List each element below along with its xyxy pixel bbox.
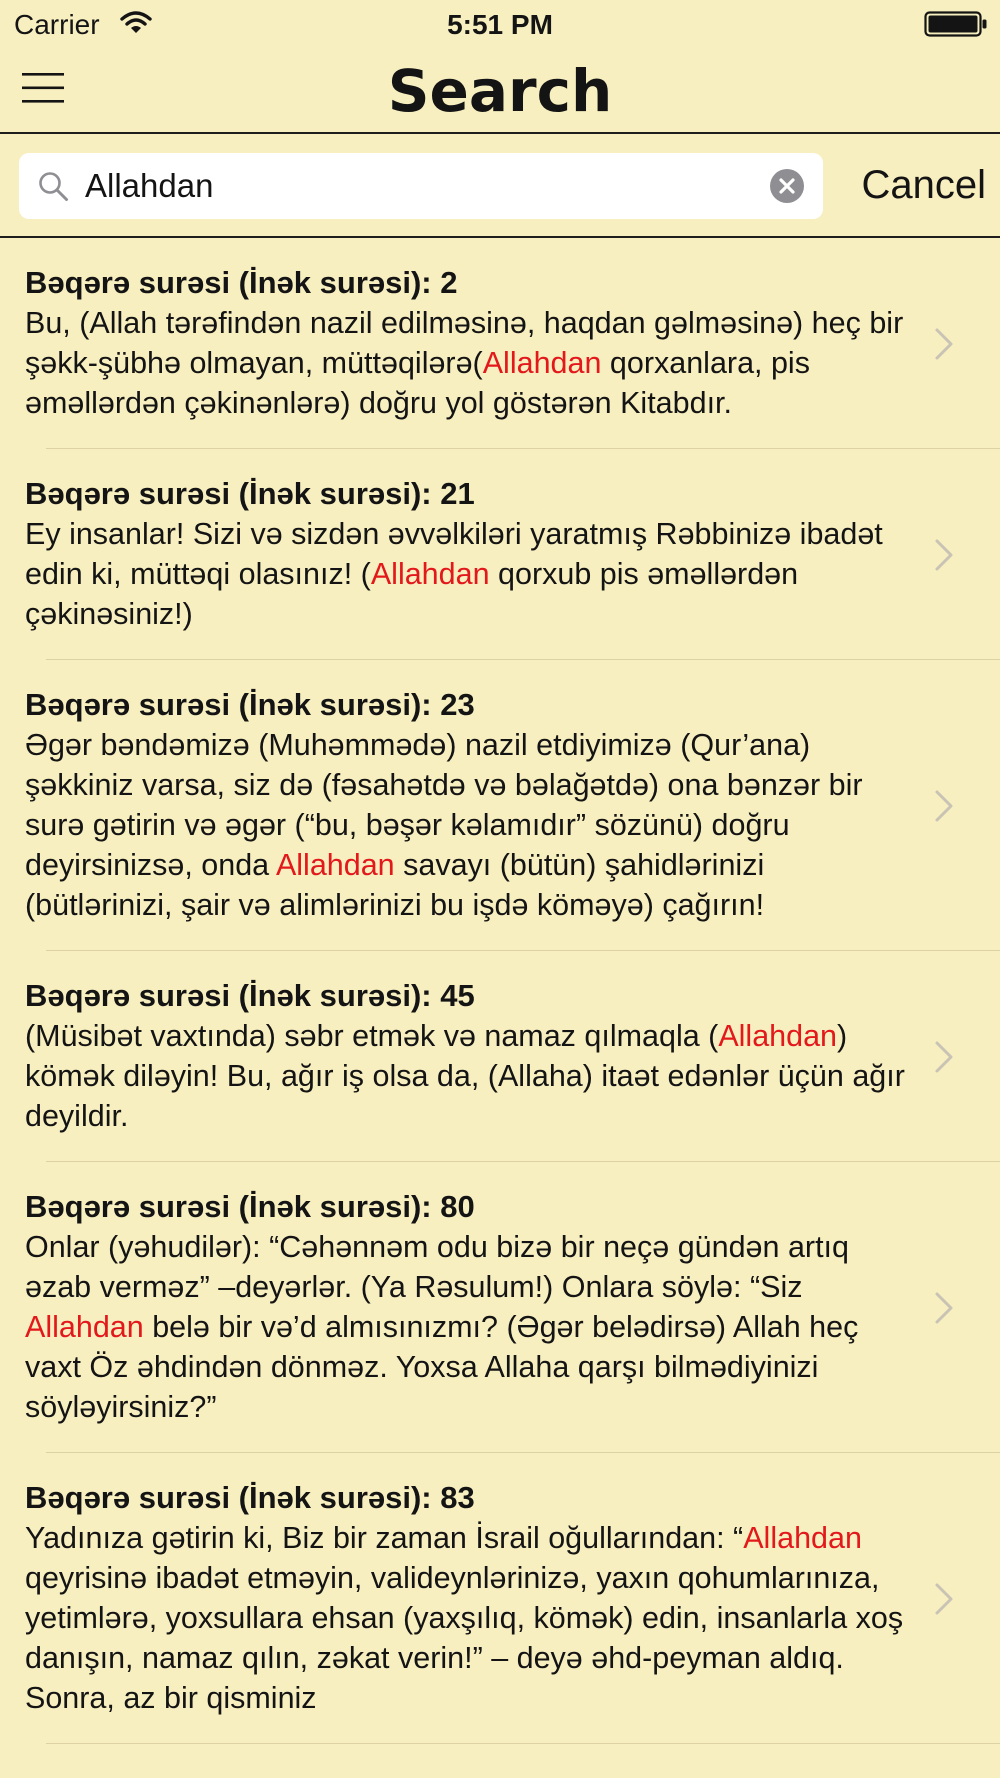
chevron-right-icon [934,789,954,823]
page-title: Search [387,57,613,125]
result-text: (Müsibət vaxtında) səbr etmək və namaz qılmaqla (Allahdan) kömək diləyin! Bu, ağır iş olsa da, (Allaha) itaət edənlər üçün ağır deyildir. [25,1019,905,1133]
search-highlight: Allahdan [25,1310,144,1344]
result-reference: Bəqərə surəsi (İnək surəsi): 23 [25,687,475,722]
clear-circle-icon[interactable] [770,169,804,203]
result-row[interactable] [0,1162,1000,1453]
result-row[interactable] [0,238,1000,449]
result-row[interactable] [0,660,1000,951]
search-highlight: Allahdan [743,1521,862,1555]
result-text: Onlar (yəhudilər): “Cəhənnəm odu bizə bir neçə gündən artıq əzab verməz” –deyərlər. (Ya Rəsulum!) Onlara söylə: “Siz Allahdan belə bir və’d almısınızmı? (Əgər belədirsə) Allah heç vaxt Öz əhdindən dönməz. Yoxsa Allaha qarşı bilmədiyinizi söyləyirsiniz?” [25,1230,859,1424]
search-highlight: Allahdan [275,848,395,882]
search-field[interactable] [19,153,823,219]
battery-icon [924,10,988,38]
result-reference: Bəqərə surəsi (İnək surəsi): 80 [25,1189,475,1224]
result-reference: Bəqərə surəsi (İnək surəsi): 2 [25,265,458,300]
search-highlight: Allahdan [370,557,490,591]
result-text: Ey insanlar! Sizi və sizdən əvvəlkiləri yaratmış Rəbbinizə ibadət edin ki, müttəqi olasınız! (Allahdan qorxub pis əməllərdən çəkinəsiniz!) [25,517,883,631]
chevron-right-icon [934,1291,954,1325]
result-reference: Bəqərə surəsi (İnək surəsi): 45 [25,978,475,1013]
chevron-right-icon [934,1582,954,1616]
chevron-right-icon [934,1040,954,1074]
carrier-label: Carrier [14,9,100,40]
search-results-list [0,238,1000,1778]
navigation-bar [0,48,1000,134]
result-reference: Bəqərə surəsi (İnək surəsi): 21 [25,476,475,511]
chevron-right-icon [934,327,954,361]
result-row[interactable] [0,951,1000,1162]
result-row[interactable] [0,449,1000,660]
search-bar [0,134,1000,238]
search-highlight: Allahdan [482,346,602,380]
result-text: Bu, (Allah tərəfindən nazil edilməsinə, haqdan gəlməsinə) heç bir şəkk-şübhə olmayan, müttəqilərə(Allahdan qorxanlara, pis əməllərdən çəkinənlərə) doğru yol göstərən Kitabdır. [25,306,904,420]
magnifier-icon [37,170,69,202]
result-text: Əgər bəndəmizə (Muhəmmədə) nazil etdiyimizə (Qur’ana) şəkkiniz varsa, siz də (fəsahətdə və bəlağətdə) ona bənzər bir surə gətirin və əgər (“bu, bəşər kəlamıdır” sözünü) doğru deyirsinizsə, onda Allahdan savayı (bütün) şahidlərinizi (bütlərinizi, şair və alimlərinizi bu işdə köməyə) çağırın! [25,728,863,922]
search-input[interactable] [85,153,765,219]
cancel-button[interactable]: Cancel [861,163,986,207]
status-bar [0,0,1000,48]
chevron-right-icon [934,538,954,572]
result-text: Yadınıza gətirin ki, Biz bir zaman İsrail oğullarından: “Allahdan qeyrisinə ibadət etməyin, valideynlərinizə, yaxın qohumlarınıza, yetimlərə, yoxsullara ehsan (yaxşılıq, kömək) edin, insanlarla xoş danışın, namaz qılın, zəkat verin!” – deyə əhd-peyman aldıq. Sonra, az bir qisminiz [25,1521,904,1715]
result-reference: Bəqərə surəsi (İnək surəsi): 83 [25,1480,475,1515]
search-highlight: Allahdan [718,1019,838,1053]
result-row[interactable] [0,1453,1000,1744]
status-time: 5:51 PM [447,9,553,40]
